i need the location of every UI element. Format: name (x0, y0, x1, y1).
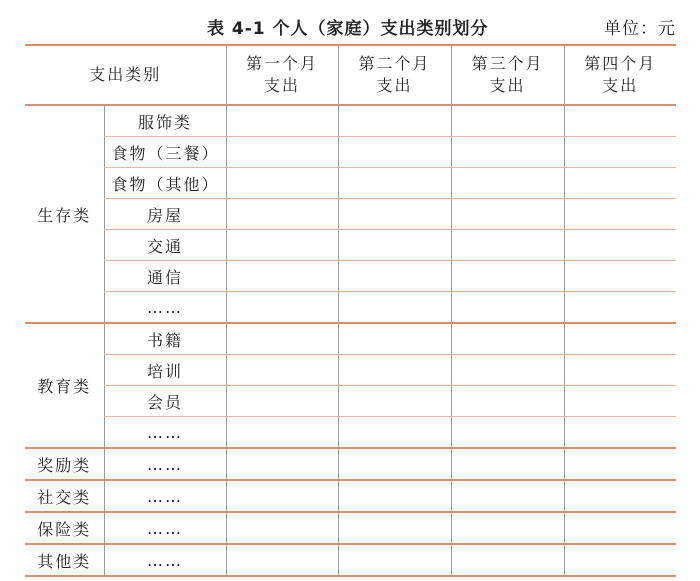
expense-cell-month-3[interactable] (451, 105, 564, 137)
expense-cell-month-2[interactable] (338, 292, 451, 324)
expense-cell-month-2[interactable] (338, 168, 451, 199)
table-body (25, 105, 676, 576)
category-group-label: 保险类 (25, 512, 104, 544)
expense-cell-month-2[interactable] (338, 386, 451, 417)
table-row (25, 386, 676, 417)
expense-cell-month-4[interactable] (564, 448, 676, 480)
table-row (25, 417, 676, 449)
expense-cell-month-4[interactable] (564, 386, 676, 417)
expense-cell-month-1[interactable] (226, 512, 338, 544)
table-row (25, 105, 676, 137)
expense-cell-month-1[interactable] (226, 168, 338, 199)
expense-cell-month-4[interactable] (564, 199, 676, 230)
table-row (25, 512, 676, 544)
expense-cell-month-2[interactable] (338, 105, 451, 137)
table-row (25, 137, 676, 168)
expense-cell-month-2[interactable] (338, 137, 451, 168)
header-row (25, 45, 676, 105)
expense-cell-month-3[interactable] (451, 168, 564, 199)
expense-cell-month-3[interactable] (451, 355, 564, 386)
expense-cell-month-1[interactable] (226, 448, 338, 480)
table-row (25, 544, 676, 576)
expense-cell-month-4[interactable] (564, 168, 676, 199)
expense-cell-month-3[interactable] (451, 261, 564, 292)
expense-cell-month-3[interactable] (451, 512, 564, 544)
expense-cell-month-3[interactable] (451, 137, 564, 168)
category-group-label: 社交类 (25, 480, 104, 512)
subcategory-label: …… (104, 448, 226, 480)
expense-cell-month-4[interactable] (564, 105, 676, 137)
expense-cell-month-1[interactable] (226, 137, 338, 168)
expense-cell-month-3[interactable] (451, 544, 564, 576)
expense-cell-month-2[interactable] (338, 230, 451, 261)
category-header: 支出类别 (25, 45, 226, 105)
table-caption (0, 14, 700, 38)
subcategory-label: 食物（三餐） (104, 137, 226, 168)
table-row (25, 355, 676, 386)
subcategory-label: 交通 (104, 230, 226, 261)
table-row (25, 230, 676, 261)
expense-cell-month-4[interactable] (564, 512, 676, 544)
subcategory-label: 房屋 (104, 199, 226, 230)
expense-cell-month-1[interactable] (226, 199, 338, 230)
expense-cell-month-1[interactable] (226, 261, 338, 292)
table-row (25, 199, 676, 230)
expense-cell-month-3[interactable] (451, 417, 564, 449)
table-row (25, 261, 676, 292)
expense-cell-month-1[interactable] (226, 292, 338, 324)
expense-cell-month-3[interactable] (451, 323, 564, 355)
table-row (25, 448, 676, 480)
expense-cell-month-2[interactable] (338, 261, 451, 292)
subcategory-label: 书籍 (104, 323, 226, 355)
expense-cell-month-2[interactable] (338, 544, 451, 576)
expense-cell-month-3[interactable] (451, 448, 564, 480)
subcategory-label: …… (104, 512, 226, 544)
expense-cell-month-3[interactable] (451, 230, 564, 261)
expense-cell-month-2[interactable] (338, 355, 451, 386)
subcategory-label: …… (104, 417, 226, 449)
expense-cell-month-3[interactable] (451, 480, 564, 512)
month-header-4: 第四个月 支出 (564, 45, 676, 105)
table-row (25, 292, 676, 324)
expense-cell-month-1[interactable] (226, 355, 338, 386)
table-row (25, 480, 676, 512)
month-header-1: 第一个月 支出 (226, 45, 338, 105)
expense-cell-month-2[interactable] (338, 480, 451, 512)
subcategory-label: …… (104, 544, 226, 576)
expense-cell-month-1[interactable] (226, 105, 338, 137)
expense-cell-month-3[interactable] (451, 386, 564, 417)
expense-cell-month-2[interactable] (338, 512, 451, 544)
subcategory-label: 服饰类 (104, 105, 226, 137)
expense-cell-month-2[interactable] (338, 448, 451, 480)
expense-cell-month-2[interactable] (338, 199, 451, 230)
unit-label: 单位：元 (604, 19, 676, 39)
subcategory-label: …… (104, 292, 226, 324)
table-title: 表 4-1 个人（家庭）支出类别划分 (207, 19, 489, 39)
expense-cell-month-4[interactable] (564, 323, 676, 355)
expense-cell-month-2[interactable] (338, 417, 451, 449)
expense-cell-month-4[interactable] (564, 261, 676, 292)
expense-cell-month-1[interactable] (226, 323, 338, 355)
category-group-label: 教育类 (25, 323, 104, 448)
month-header-3: 第三个月 支出 (451, 45, 564, 105)
category-group-label: 其他类 (25, 544, 104, 576)
expense-cell-month-1[interactable] (226, 417, 338, 449)
expense-cell-month-1[interactable] (226, 230, 338, 261)
subcategory-label: …… (104, 480, 226, 512)
table-row (25, 168, 676, 199)
expense-cell-month-4[interactable] (564, 544, 676, 576)
subcategory-label: 通信 (104, 261, 226, 292)
expense-category-table (25, 44, 676, 577)
expense-cell-month-3[interactable] (451, 199, 564, 230)
expense-cell-month-2[interactable] (338, 323, 451, 355)
expense-cell-month-1[interactable] (226, 480, 338, 512)
expense-cell-month-1[interactable] (226, 544, 338, 576)
expense-cell-month-4[interactable] (564, 292, 676, 324)
expense-cell-month-4[interactable] (564, 355, 676, 386)
expense-cell-month-1[interactable] (226, 386, 338, 417)
subcategory-label: 食物（其他） (104, 168, 226, 199)
category-group-label: 奖励类 (25, 448, 104, 480)
subcategory-label: 会员 (104, 386, 226, 417)
expense-cell-month-4[interactable] (564, 417, 676, 449)
table-row (25, 323, 676, 355)
expense-cell-month-4[interactable] (564, 137, 676, 168)
expense-cell-month-4[interactable] (564, 480, 676, 512)
subcategory-label: 培训 (104, 355, 226, 386)
month-header-2: 第二个月 支出 (338, 45, 451, 105)
expense-cell-month-3[interactable] (451, 292, 564, 324)
expense-cell-month-4[interactable] (564, 230, 676, 261)
category-group-label: 生存类 (25, 105, 104, 323)
